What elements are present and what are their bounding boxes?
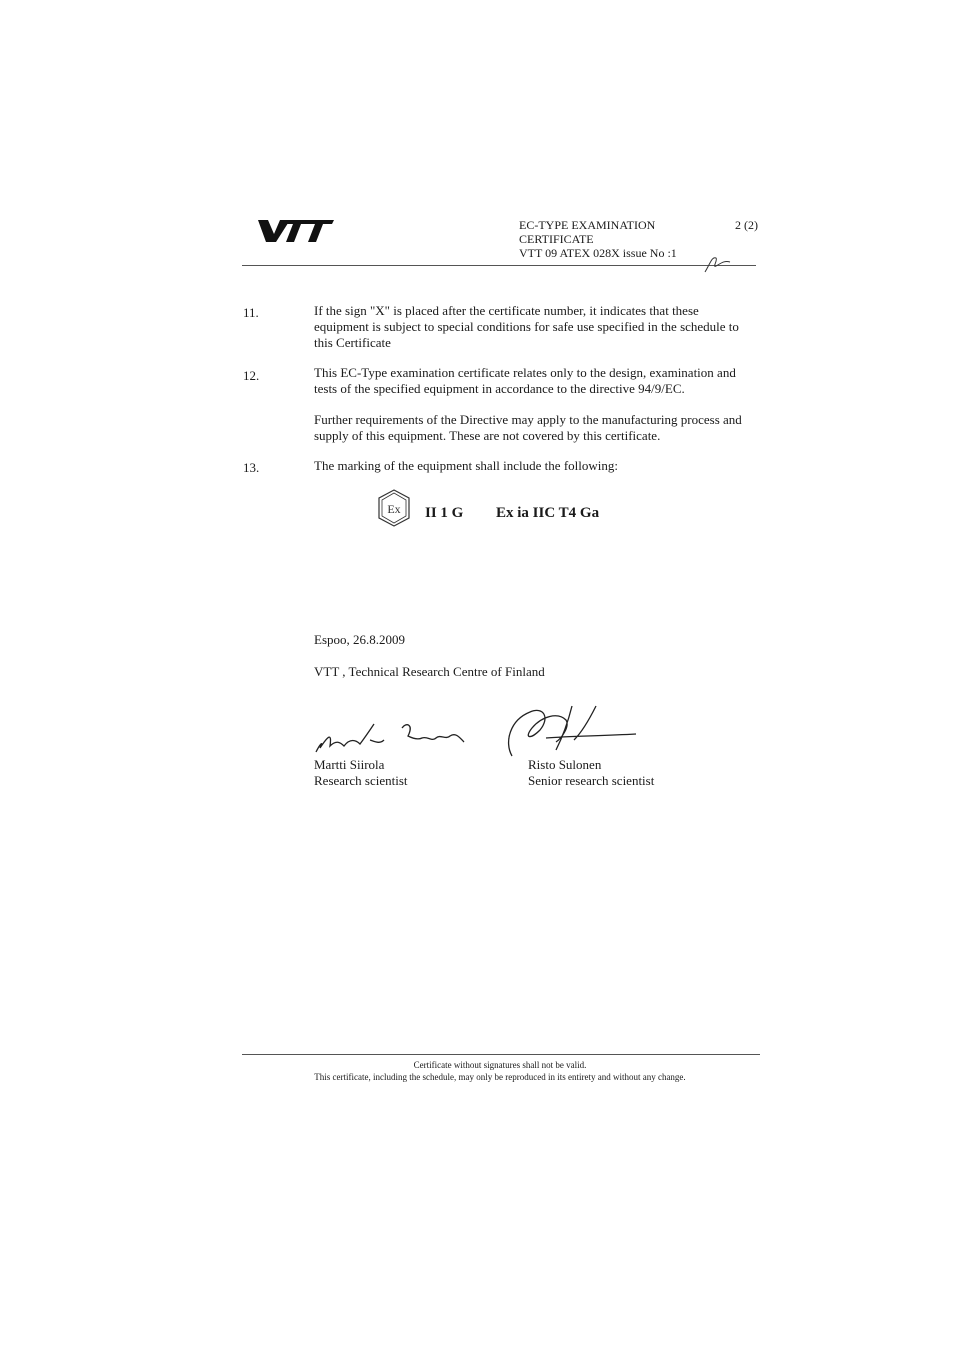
- page-number: 2 (2): [735, 218, 758, 232]
- section-13-text: The marking of the equipment shall include the following:: [314, 458, 618, 473]
- equipment-marking: [376, 486, 676, 530]
- signatory-1-name: Martti Siirola: [314, 757, 385, 772]
- equipment-group: II 1 G: [425, 505, 464, 521]
- document-title: [519, 218, 677, 260]
- section-number-12: 12.: [243, 368, 260, 383]
- place-date: Espoo, 26.8.2009: [314, 632, 405, 647]
- section-number-13: 13.: [243, 460, 260, 475]
- title-line-2: CERTIFICATE: [519, 232, 594, 246]
- signatory-1: [314, 757, 408, 789]
- initials-mark: [702, 254, 732, 274]
- signatory-2-title: Senior research scientist: [528, 773, 655, 788]
- footer-rule: [242, 1054, 760, 1055]
- header-rule: [242, 265, 756, 266]
- section-number-11: 11.: [243, 305, 259, 320]
- protection-code: Ex ia IIC T4 Ga: [496, 505, 600, 521]
- signatory-1-title: Research scientist: [314, 773, 408, 788]
- certificate-reference: VTT 09 ATEX 028X issue No :1: [519, 246, 677, 260]
- ex-symbol-text: Ex: [387, 502, 401, 516]
- vtt-logo: [246, 212, 336, 242]
- section-12-note: Further requirements of the Directive may apply to the manufacturing process and supply of this equipment. These are not covered by this certificate.: [314, 412, 742, 443]
- signature-risto-sulonen: [500, 700, 650, 764]
- signatory-2-name: Risto Sulonen: [528, 757, 602, 772]
- footer-reproduction-note: This certificate, including the schedule, may only be reproduced in its entirety and without any change.: [314, 1072, 686, 1082]
- footer-validity-note: Certificate without signatures shall not be valid.: [413, 1060, 587, 1070]
- signature-martti-siirola: [310, 718, 470, 758]
- title-line-1: EC-TYPE EXAMINATION: [519, 218, 656, 232]
- signatory-2: [528, 757, 654, 789]
- ex-hexagon-icon: [376, 488, 412, 528]
- organization: VTT , Technical Research Centre of Finland: [314, 664, 545, 679]
- section-12-text: This EC-Type examination certificate relates only to the design, examination and tests of the specified equipment in accordance to the directive 94/9/EC.: [314, 365, 736, 396]
- section-11-text: If the sign "X" is placed after the certificate number, it indicates that these equipment is subject to special conditions for safe use specified in the schedule to this Certificate: [314, 303, 739, 350]
